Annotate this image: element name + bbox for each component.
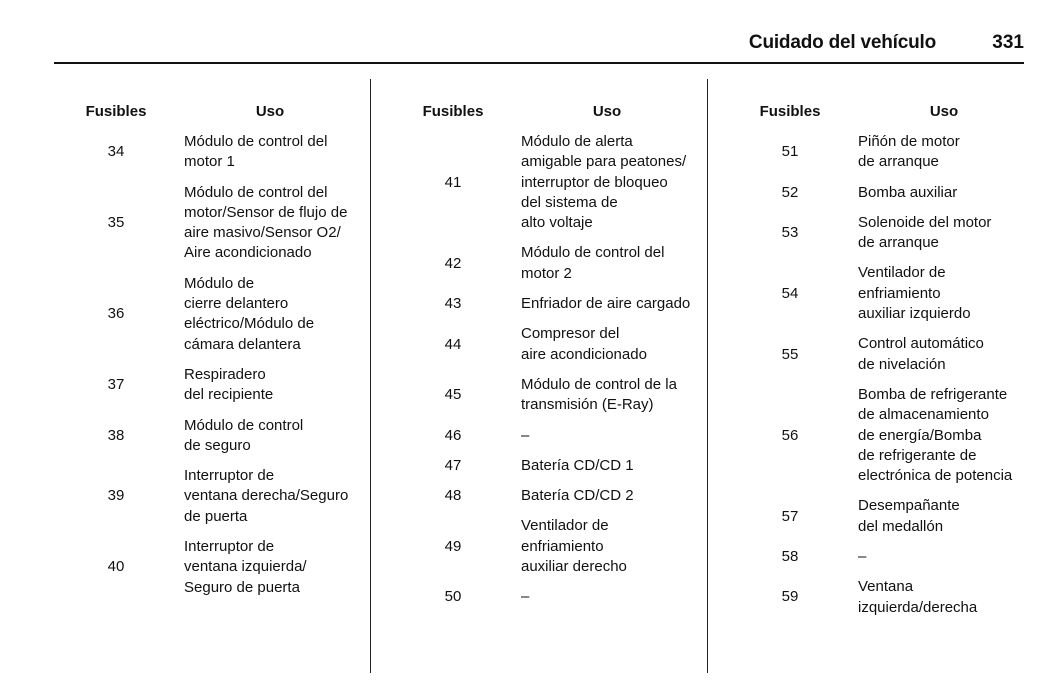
fuse-number: 49 [444,537,462,555]
header-uso: Uso [592,102,622,120]
fuse-use: Interruptor de ventana izquierda/ Seguro de puerta [184,538,307,596]
table-header [393,100,693,122]
header-uso: Uso [255,102,285,120]
table-row [730,213,1030,254]
fuse-number: 44 [444,335,462,353]
table-row [56,274,356,355]
table-row [730,496,1030,537]
table-row [56,365,356,406]
fuse-number: 43 [444,295,462,313]
fuse-use: Control automático de nivelación [858,335,984,373]
fuse-use: – [521,426,530,444]
fuse-use: Módulo de control de la transmisión (E-Ray) [521,375,677,414]
fuse-use: – [521,588,530,606]
fuse-use: Batería CD/CD 1 [521,456,634,474]
fuse-use: – [858,548,867,566]
section-title: Cuidado del vehículo [748,32,936,53]
table-row [56,466,356,527]
table-row [56,183,356,264]
table-rows [393,132,693,608]
table-header [56,100,356,122]
fuse-number: 39 [107,487,125,505]
fuse-table-2 [393,100,693,608]
column-divider [707,79,708,673]
table-row [56,416,356,457]
table-row [393,486,693,506]
fuse-use: Ventana izquierda/derecha [858,578,978,616]
table-row [393,324,693,365]
fuse-number: 52 [781,183,799,201]
header-uso: Uso [929,102,959,120]
fuse-number: 37 [107,376,125,394]
fuse-number: 36 [107,305,125,323]
table-rows [730,132,1030,618]
fuse-number: 54 [781,284,799,302]
fuse-use: Módulo de control de seguro [184,416,304,454]
fuse-number: 55 [781,345,799,363]
page-header [0,30,1054,58]
table-header [730,100,1030,122]
fuse-number: 53 [781,224,799,242]
table-row [393,294,693,314]
table-row [730,334,1030,375]
table-row [393,132,693,233]
table-row [730,577,1030,618]
table-row [56,537,356,598]
fuse-use: Solenoide del motor de arranque [858,213,992,252]
fuse-use: Ventilador de enfriamiento auxiliar izquierdo [858,264,971,323]
fuse-use: Enfriador de aire cargado [521,295,691,313]
fuse-use: Interruptor de ventana derecha/Seguro de puerta [184,467,349,525]
fuse-use: Compresor del aire acondicionado [521,325,647,363]
fuse-number: 58 [781,548,799,566]
fuse-use: Bomba de refrigerante de almacenamiento de energía/Bomba de refrigerante de electrónica de potencia [858,385,1013,485]
fuse-number: 35 [107,214,125,232]
fuse-number: 56 [781,426,799,444]
table-row [393,587,693,607]
fuse-use: Módulo de cierre delantero eléctrico/Módulo de cámara delantera [184,274,315,353]
fuse-use: Bomba auxiliar [858,183,958,201]
fuse-number: 40 [107,558,125,576]
fuse-number: 51 [781,143,799,161]
fuse-number: 50 [444,588,462,606]
fuse-table-3 [730,100,1030,618]
fuse-number: 45 [444,386,462,404]
fuse-use: Módulo de alerta amigable para peatones/ interruptor de bloqueo del sistema de alto voltaje [521,133,687,232]
column-divider [370,79,371,673]
header-fusibles: Fusibles [759,102,821,120]
fuse-number: 59 [781,588,799,606]
table-rows [56,132,356,598]
table-row [730,385,1030,486]
header-fusibles: Fusibles [422,102,484,120]
fuse-use: Piñón de motor de arranque [858,133,960,171]
fuse-number: 42 [444,254,462,272]
fuse-use: Módulo de control del motor 1 [184,133,328,171]
table-row [56,132,356,173]
fuse-number: 41 [444,173,462,191]
table-row [393,456,693,476]
fuse-table-1 [56,100,356,598]
fuse-number: 47 [444,456,462,474]
table-row [730,263,1030,324]
fuse-use: Módulo de control del motor/Sensor de flujo de aire masivo/Sensor O2/ Aire acondicionado [184,183,348,262]
table-row [393,243,693,284]
header-fusibles: Fusibles [85,102,147,120]
fuse-use: Ventilador de enfriamiento auxiliar derecho [521,517,627,576]
fuse-number: 46 [444,426,462,444]
fuse-number: 38 [107,426,125,444]
table-row [730,183,1030,203]
header-rule [54,62,1024,64]
page-number: 331 [992,32,1024,53]
fuse-use: Desempañante del medallón [858,497,960,535]
table-row [393,516,693,577]
fuse-use: Batería CD/CD 2 [521,487,634,505]
table-row [393,375,693,416]
fuse-number: 34 [107,143,125,161]
table-row [730,547,1030,567]
fuse-use: Módulo de control del motor 2 [521,244,665,282]
table-row [730,132,1030,173]
fuse-use: Respiradero del recipiente [184,365,274,404]
table-row [393,426,693,446]
fuse-number: 57 [781,507,799,525]
fuse-number: 48 [444,487,462,505]
